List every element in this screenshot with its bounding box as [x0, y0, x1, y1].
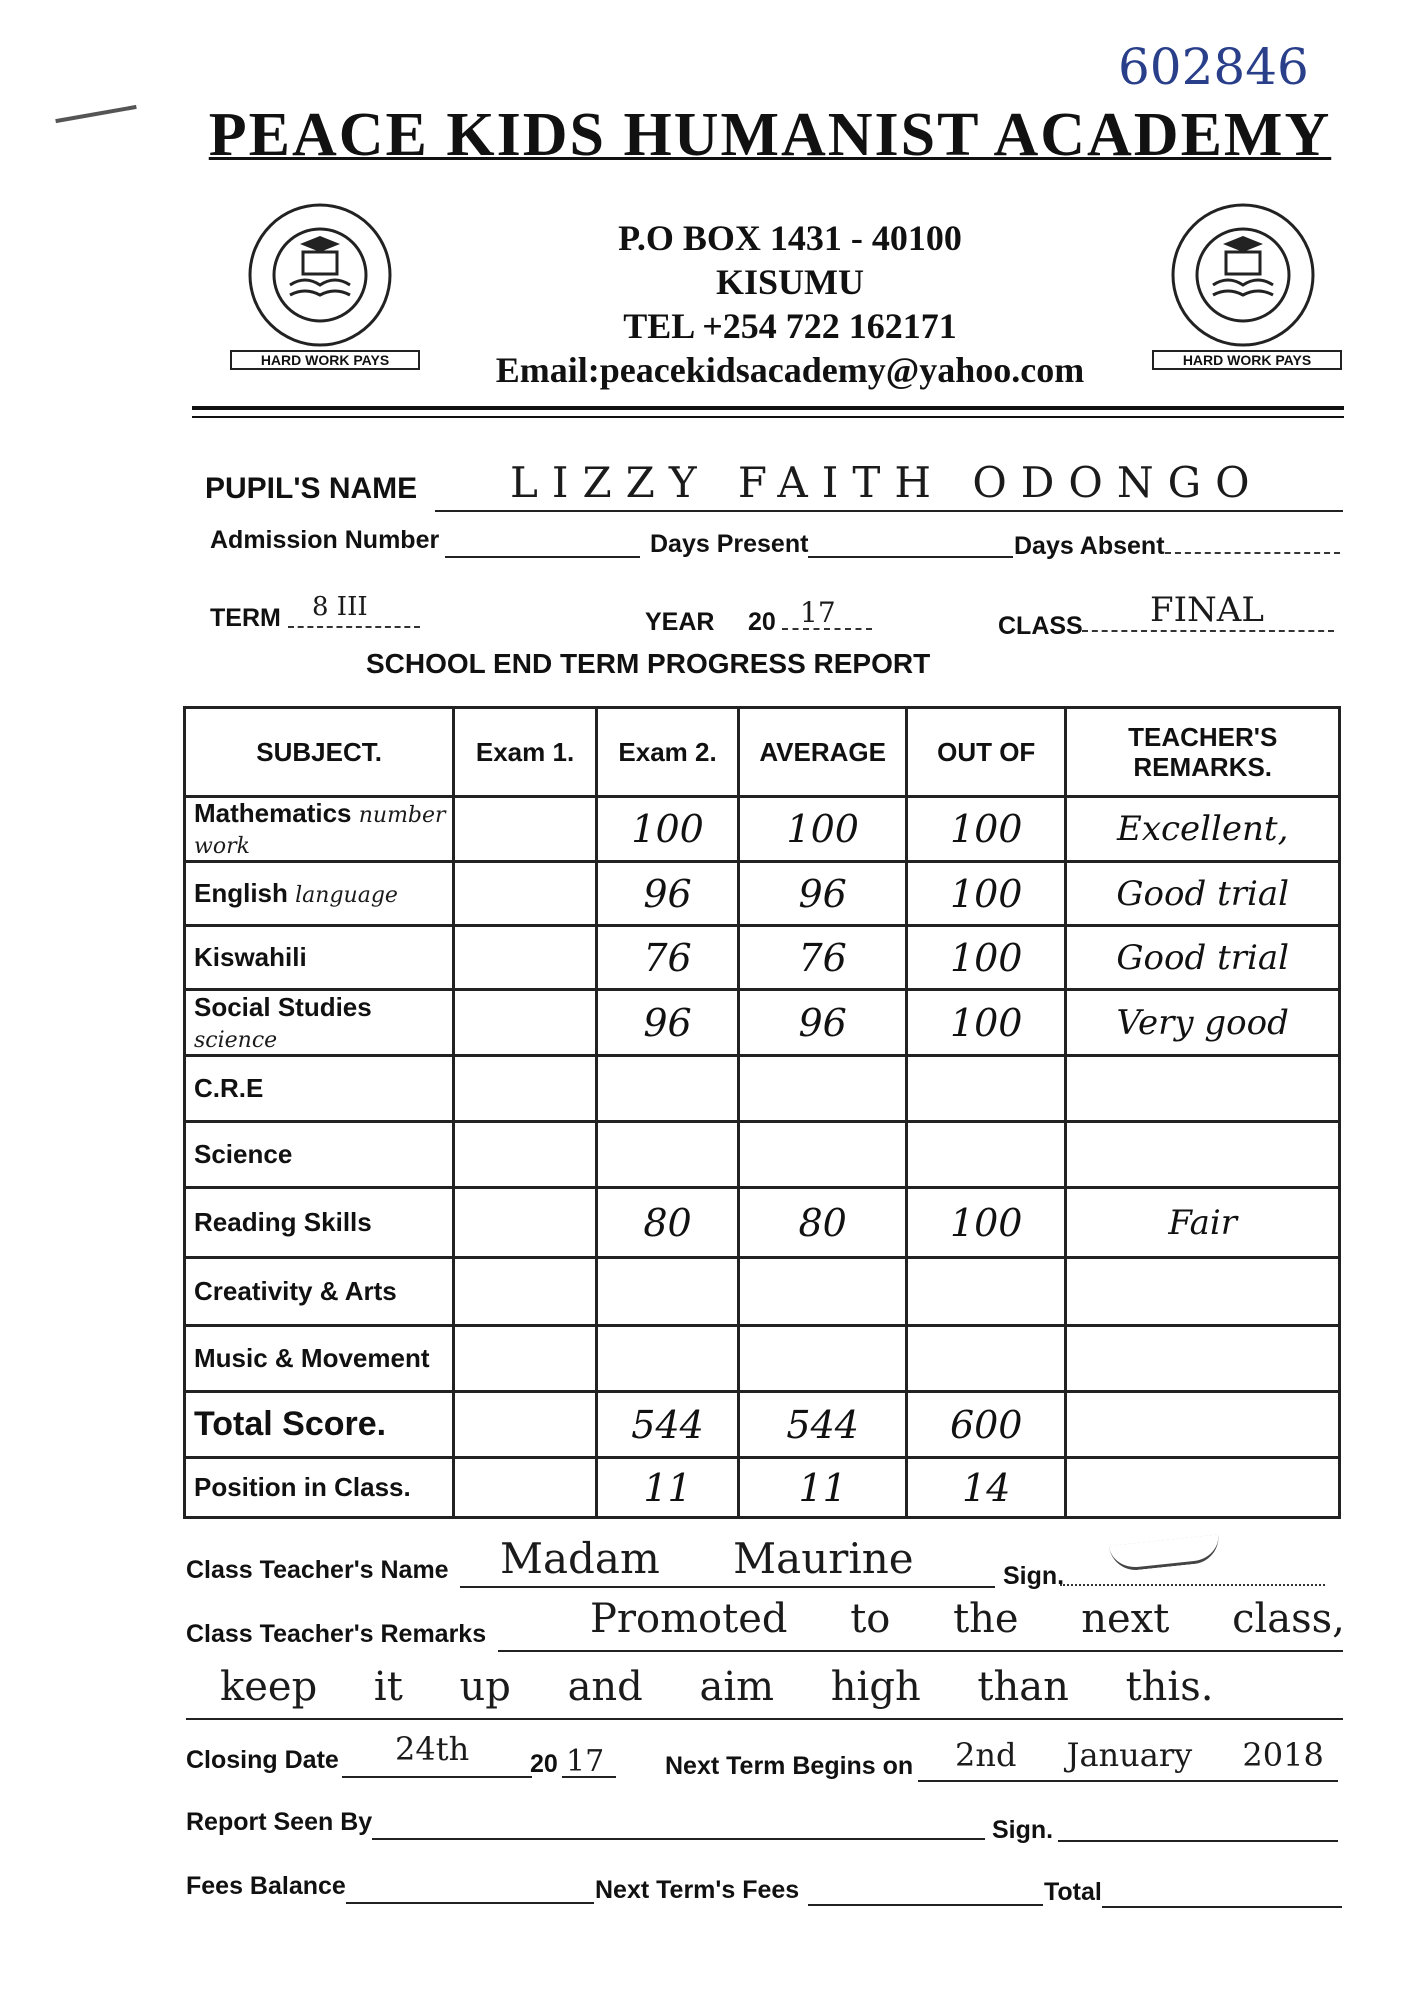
total-field[interactable]: [1102, 1906, 1342, 1908]
subject-cell: [185, 990, 454, 1056]
table-row: [185, 797, 1340, 862]
subject-name: C.R.E: [194, 1073, 264, 1103]
exam-2-cell[interactable]: [596, 1056, 739, 1122]
pupil-name-value: LIZZY FAITH ODONGO: [510, 458, 1264, 507]
exam-2-cell[interactable]: 80: [596, 1188, 739, 1258]
average-cell[interactable]: 96: [739, 862, 907, 926]
teacher-remarks-field-1[interactable]: [498, 1650, 1343, 1652]
subject-cell: [185, 1258, 454, 1326]
days-absent-field[interactable]: [1165, 552, 1340, 554]
header-divider-thin: [192, 416, 1344, 418]
next-term-field[interactable]: [918, 1780, 1338, 1782]
exam-2-cell[interactable]: 96: [596, 862, 739, 926]
table-row: [185, 1326, 1340, 1392]
closing-date-label: Closing Date: [186, 1746, 339, 1774]
admission-number-field[interactable]: [445, 556, 640, 558]
out-of-cell[interactable]: [907, 1122, 1066, 1188]
exam-1-cell[interactable]: [454, 1326, 597, 1392]
position-row: [185, 1458, 1340, 1518]
subject-cell: [185, 1122, 454, 1188]
total-label: Total: [1044, 1878, 1102, 1906]
exam-2-cell[interactable]: [596, 1326, 739, 1392]
school-name: PEACE KIDS HUMANIST ACADEMY: [208, 101, 1332, 169]
average-cell[interactable]: [739, 1056, 907, 1122]
teacher-name-field[interactable]: [460, 1586, 995, 1588]
pupil-name-label: PUPIL'S NAME: [205, 472, 418, 505]
exam-2-cell[interactable]: [596, 1258, 739, 1326]
average-cell[interactable]: [739, 1326, 907, 1392]
table-row: [185, 1188, 1340, 1258]
exam-1-cell[interactable]: [454, 1056, 597, 1122]
remarks-cell[interactable]: Fair: [1066, 1188, 1340, 1258]
subject-name: Reading Skills: [194, 1207, 372, 1237]
exam-1-cell[interactable]: [454, 990, 597, 1056]
pen-mark: [55, 105, 136, 123]
remarks-cell[interactable]: Very good: [1066, 990, 1340, 1056]
signature-scribble: [1109, 1534, 1221, 1572]
average-cell[interactable]: 76: [739, 926, 907, 990]
exam-2-cell[interactable]: 544: [596, 1392, 739, 1458]
term-value: 8 III: [312, 592, 368, 622]
year-value: 17: [800, 596, 836, 629]
remarks-cell[interactable]: [1066, 1258, 1340, 1326]
fees-balance-field[interactable]: [346, 1902, 594, 1904]
report-title: SCHOOL END TERM PROGRESS REPORT: [366, 648, 931, 679]
term-label: TERM: [210, 604, 281, 632]
teacher-remarks-line-1: Promoted to the next class,: [590, 1596, 1345, 1642]
teacher-remarks-label: Class Teacher's Remarks: [186, 1620, 487, 1648]
days-present-label: Days Present: [650, 530, 809, 558]
subject-name: Creativity & Arts: [194, 1276, 397, 1306]
header-exam-1: Exam 1.: [454, 708, 597, 797]
subject-cell: [185, 1188, 454, 1258]
fees-balance-label: Fees Balance: [186, 1872, 346, 1900]
year-label: YEAR: [645, 608, 715, 636]
exam-1-cell[interactable]: [454, 1392, 597, 1458]
out-of-cell[interactable]: 600: [907, 1392, 1066, 1458]
out-of-cell[interactable]: [907, 1258, 1066, 1326]
exam-2-cell[interactable]: 96: [596, 990, 739, 1056]
table-row: [185, 926, 1340, 990]
admission-number-label: Admission Number: [210, 526, 440, 554]
exam-2-cell[interactable]: [596, 1122, 739, 1188]
teacher-name-label: Class Teacher's Name: [186, 1556, 449, 1584]
sign-label: Sign.: [1003, 1562, 1065, 1590]
closing-date-field[interactable]: [342, 1776, 532, 1778]
address-line-2: KISUMU: [715, 262, 864, 302]
exam-1-cell[interactable]: [454, 1458, 597, 1518]
remarks-cell[interactable]: [1066, 1056, 1340, 1122]
average-cell[interactable]: 544: [739, 1392, 907, 1458]
subject-name: Social Studies: [194, 991, 372, 1022]
exam-1-cell[interactable]: [454, 1258, 597, 1326]
header-average: AVERAGE: [739, 708, 907, 797]
out-of-cell[interactable]: 100: [907, 797, 1066, 862]
subject-name: Kiswahili: [194, 942, 307, 972]
sign2-field[interactable]: [1058, 1840, 1338, 1842]
report-seen-by-label: Report Seen By: [186, 1808, 373, 1836]
average-cell[interactable]: [739, 1258, 907, 1326]
average-cell[interactable]: 96: [739, 990, 907, 1056]
next-term-fees-label: Next Term's Fees: [595, 1876, 800, 1904]
header-subject: SUBJECT.: [185, 708, 454, 797]
remarks-cell[interactable]: [1066, 1392, 1340, 1458]
position-label: Position in Class.: [185, 1458, 454, 1518]
header-out-of: OUT OF: [907, 708, 1066, 797]
remarks-cell[interactable]: [1066, 1326, 1340, 1392]
average-cell[interactable]: 11: [739, 1458, 907, 1518]
term-field[interactable]: [288, 626, 420, 628]
average-cell[interactable]: 100: [739, 797, 907, 862]
subject-cell: [185, 926, 454, 990]
out-of-cell[interactable]: 100: [907, 990, 1066, 1056]
exam-1-cell[interactable]: [454, 797, 597, 862]
subject-note: language: [295, 883, 398, 908]
remarks-cell[interactable]: [1066, 1122, 1340, 1188]
out-of-cell[interactable]: [907, 1326, 1066, 1392]
teacher-remarks-field-2[interactable]: [186, 1718, 1343, 1720]
table-row: [185, 990, 1340, 1056]
subject-cell: [185, 797, 454, 862]
header-teacher-remarks: TEACHER'S REMARKS.: [1066, 708, 1340, 797]
class-label: CLASS: [998, 612, 1083, 640]
email: Email:peacekidsacademy@yahoo.com: [495, 350, 1085, 390]
remarks-cell[interactable]: [1066, 1458, 1340, 1518]
out-of-cell[interactable]: 100: [907, 862, 1066, 926]
table-row: [185, 862, 1340, 926]
exam-1-cell[interactable]: [454, 1188, 597, 1258]
days-absent-label: Days Absent: [1014, 532, 1165, 560]
closing-year-value: 17: [566, 1744, 605, 1779]
header-divider: [192, 406, 1344, 410]
phone: TEL +254 722 162171: [623, 306, 957, 346]
school-seal-left-icon: [245, 200, 395, 350]
subject-name: Mathematics: [194, 798, 352, 828]
out-of-cell[interactable]: 100: [907, 1188, 1066, 1258]
address-line-1: P.O BOX 1431 - 40100: [618, 218, 962, 258]
table-row: [185, 1056, 1340, 1122]
seal-motto-right: HARD WORK PAYS: [1152, 350, 1342, 370]
subject-cell: [185, 1056, 454, 1122]
exam-1-cell[interactable]: [454, 1122, 597, 1188]
subject-note: number work: [194, 803, 446, 859]
subject-cell: [185, 1326, 454, 1392]
out-of-cell[interactable]: 14: [907, 1458, 1066, 1518]
seal-motto-left: HARD WORK PAYS: [230, 350, 420, 370]
next-term-label: Next Term Begins on: [665, 1752, 914, 1780]
document-number: 602846: [1118, 38, 1309, 96]
remarks-cell[interactable]: Good trial: [1066, 926, 1340, 990]
subject-cell: [185, 862, 454, 926]
exam-2-cell[interactable]: 100: [596, 797, 739, 862]
next-term-fees-field[interactable]: [808, 1904, 1043, 1906]
exam-1-cell[interactable]: [454, 862, 597, 926]
report-seen-by-field[interactable]: [372, 1838, 985, 1840]
closing-year-prefix: 20: [530, 1750, 558, 1778]
out-of-cell[interactable]: 100: [907, 926, 1066, 990]
header-exam-2: Exam 2.: [596, 708, 739, 797]
teacher-remarks-line-2: keep it up and aim high than this.: [220, 1664, 1214, 1710]
exam-1-cell[interactable]: [454, 926, 597, 990]
pupil-name-field[interactable]: [435, 510, 1343, 512]
teacher-name-value: Madam Maurine: [500, 1534, 914, 1583]
total-score-label: Total Score.: [185, 1392, 454, 1458]
table-row: [185, 1122, 1340, 1188]
subject-name: Science: [194, 1139, 293, 1169]
class-value: FINAL: [1150, 590, 1264, 630]
remarks-cell[interactable]: Good trial: [1066, 862, 1340, 926]
next-term-value: 2nd January 2018: [955, 1736, 1324, 1774]
average-cell[interactable]: [739, 1122, 907, 1188]
grades-table: [183, 706, 1341, 1519]
school-seal-right-icon: [1168, 200, 1318, 350]
subject-note: science: [194, 1027, 278, 1053]
address-block: [440, 216, 1140, 392]
total-score-row: [185, 1392, 1340, 1458]
class-field[interactable]: [1082, 630, 1334, 632]
average-cell[interactable]: 80: [739, 1188, 907, 1258]
remarks-cell[interactable]: Excellent,: [1066, 797, 1340, 862]
year-prefix: 20: [748, 608, 776, 636]
subject-name: English: [194, 878, 288, 908]
sign2-label: Sign.: [992, 1816, 1054, 1844]
days-present-field[interactable]: [808, 556, 1013, 558]
subject-name: Music & Movement: [194, 1343, 430, 1373]
exam-2-cell[interactable]: 11: [596, 1458, 739, 1518]
exam-2-cell[interactable]: 76: [596, 926, 739, 990]
out-of-cell[interactable]: [907, 1056, 1066, 1122]
table-header-row: [185, 708, 1340, 797]
sign-field[interactable]: [1060, 1584, 1325, 1586]
closing-date-value: 24th: [395, 1730, 470, 1768]
table-row: [185, 1258, 1340, 1326]
